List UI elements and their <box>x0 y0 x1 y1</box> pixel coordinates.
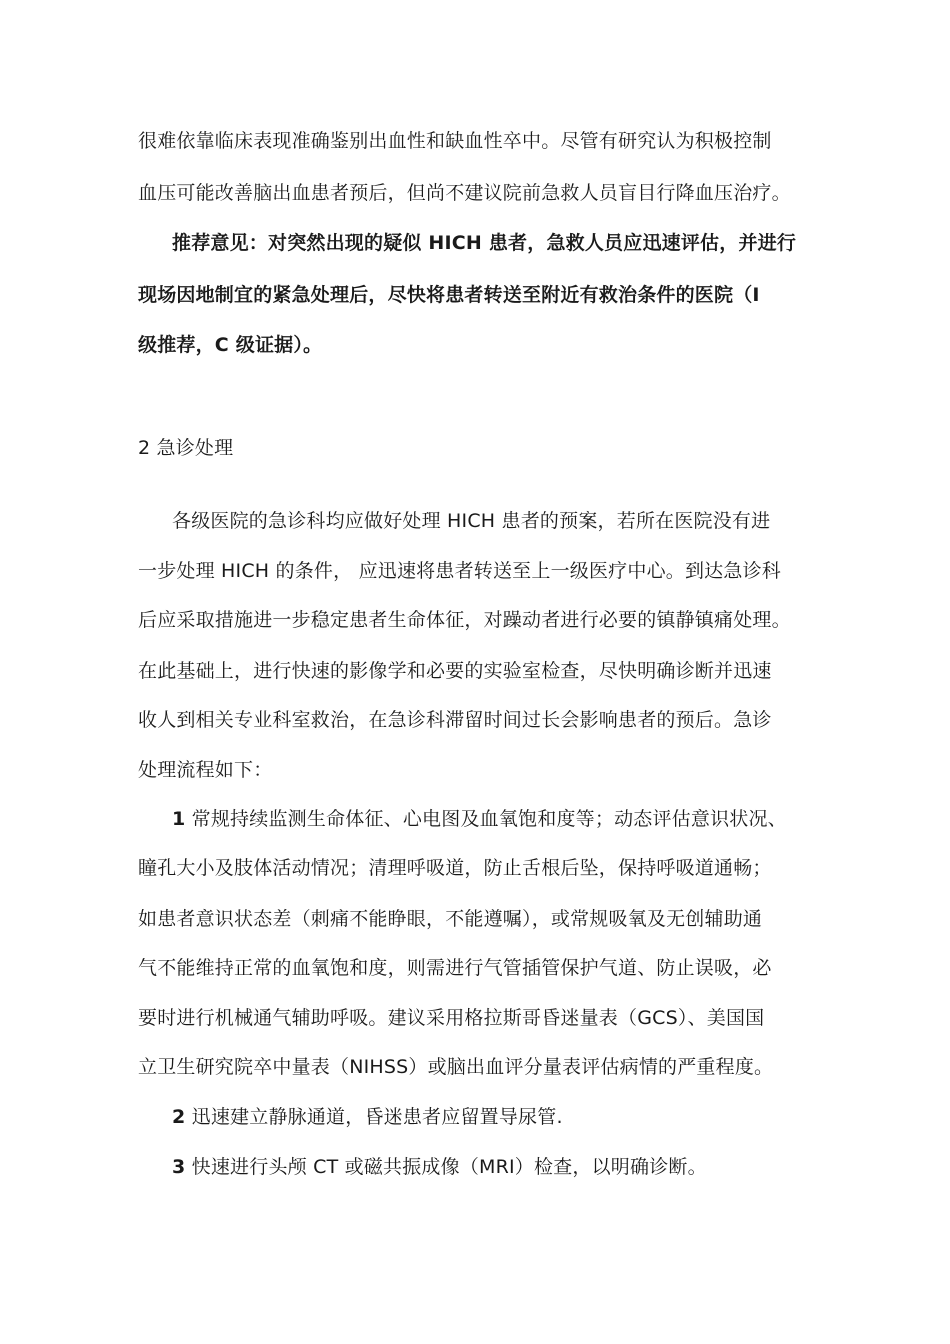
emergency-line-1: 各级医院的急诊科均应做好处理 HICH 患者的预案，若所在医院没有进 <box>172 510 771 532</box>
step2-text: 迅速建立静脉通道，昏迷患者应留置导尿管. <box>185 1106 563 1128</box>
emergency-line-6: 处理流程如下： <box>138 759 273 781</box>
step1-line-2: 瞳孔大小及肢体活动情况；清理呼吸道，防止舌根后坠，保持呼吸道通畅； <box>138 857 772 879</box>
emergency-line-2: 一步处理 HICH 的条件， 应迅速将患者转送至上一级医疗中心。到达急诊科 <box>138 560 781 582</box>
step1-line-4: 气不能维持正常的血氧饱和度，则需进行气管插管保护气道、防止误吸，必 <box>138 957 772 979</box>
intro-line-2: 血压可能改善脑出血患者预后，但尚不建议院前急救人员盲目行降血压治疗。 <box>138 182 791 204</box>
step1-line-3: 如患者意识状态差（刺痛不能睁眼，不能遵嘱），或常规吸氧及无创辅助通 <box>138 908 763 930</box>
recommendation-line-3: 级推荐，C 级证据）。 <box>138 334 323 356</box>
step1-text-1: 常规持续监测生命体征、心电图及血氧饱和度等；动态评估意识状况、 <box>185 808 787 830</box>
step3-number: 3 <box>172 1156 186 1178</box>
emergency-line-4: 在此基础上，进行快速的影像学和必要的实验室检查，尽快明确诊断并迅速 <box>138 660 772 682</box>
step1-number: 1 <box>172 808 186 830</box>
step2-number: 2 <box>172 1106 186 1128</box>
step1-line-5: 要时进行机械通气辅助呼吸。建议采用格拉斯哥昏迷量表（GCS）、美国国 <box>138 1007 765 1029</box>
recommendation-line-2: 现场因地制宜的紧急处理后，尽快将患者转送至附近有救治条件的医院（Ⅰ <box>138 284 760 306</box>
emergency-line-3: 后应采取措施进一步稳定患者生命体征，对躁动者进行必要的镇静镇痛处理。 <box>138 609 791 631</box>
intro-line-1: 很难依靠临床表现准确鉴别出血性和缺血性卒中。尽管有研究认为积极控制 <box>138 130 772 152</box>
recommendation-line-1: 推荐意见：对突然出现的疑似 HICH 患者，急救人员应迅速评估，并进行 <box>172 232 797 254</box>
step2-line <box>172 1105 563 1129</box>
step1-line-6: 立卫生研究院卒中量表（NIHSS）或脑出血评分量表评估病情的严重程度。 <box>138 1056 774 1078</box>
emergency-line-5: 收人到相关专业科室救治，在急诊科滞留时间过长会影响患者的预后。急诊 <box>138 709 772 731</box>
section-heading: 2 急诊处理 <box>138 437 234 459</box>
step3-text: 快速进行头颅 CT 或磁共振成像（MRI）检查，以明确诊断。 <box>185 1156 707 1178</box>
step1-line-1 <box>172 807 787 831</box>
step3-line <box>172 1155 707 1179</box>
